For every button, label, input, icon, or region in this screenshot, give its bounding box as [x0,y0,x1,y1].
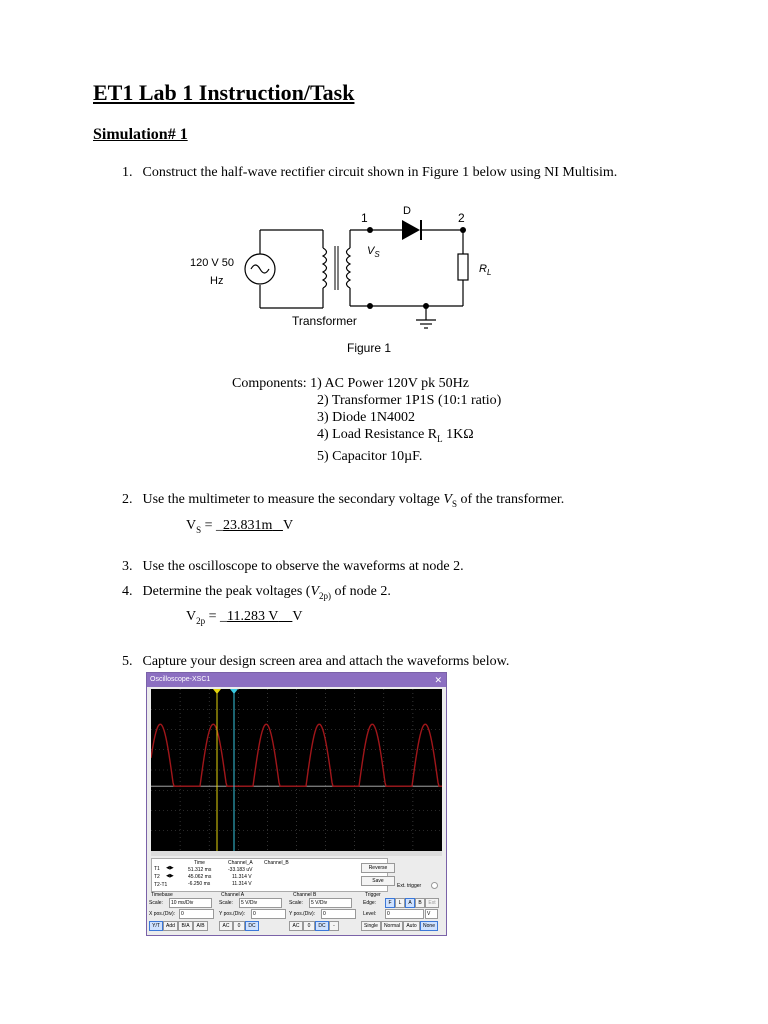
step-number: 2. [122,492,133,507]
trigger-a-button[interactable]: A [405,898,415,908]
xpos-label: X pos.(Div): [149,911,176,917]
channel-a-ypos-field[interactable]: 0 [251,909,286,919]
trigger-level-unit[interactable]: V [425,909,438,919]
table-cell: 51.312 ms [188,867,212,873]
step-var-sub: S [451,498,457,509]
page-title: ET1 Lab 1 Instruction/Task [93,80,355,105]
waveform-plot [151,689,442,851]
oscilloscope-window [146,672,447,936]
answer-var: V [186,609,197,624]
source-label-2: Hz [210,275,224,287]
step-4 [122,584,391,601]
channel-a-zero-button[interactable]: 0 [233,921,245,931]
scale-label: Scale: [149,900,163,906]
diode-label: D [403,205,411,217]
component-item: 3) Diode 1N4002 [317,410,415,425]
circuit-diagram [180,198,500,363]
table-cell: -33.183 uV [228,867,253,873]
timebase-scale-field[interactable]: 10 ms/Div [169,898,212,908]
step-var: V [310,584,319,599]
edge-rising-button[interactable]: F [385,898,395,908]
add-mode-button[interactable]: Add [163,921,178,931]
channel-b-header: Channel B [293,892,317,898]
channel-b-scale-field[interactable]: 5 V/Div [309,898,352,908]
step-1 [122,165,617,181]
table-cell: -6.250 ms [188,881,211,887]
channel-b-ac-button[interactable]: AC [289,921,303,931]
scale-label: Scale: [219,900,233,906]
trigger-b-button[interactable]: B [415,898,425,908]
table-cell: 45.062 ms [188,874,212,880]
step-var-sub: 2p) [319,590,331,601]
row-label: T1 [154,866,160,872]
channel-b-zero-button[interactable]: 0 [303,921,315,931]
diode-symbol [402,220,420,240]
step-2 [122,492,564,509]
v2p-value: 11.283 V [227,609,279,624]
answer-unit: V [282,518,294,533]
step-text: of node 2. [331,584,391,599]
channel-a-header: Channel A [221,892,245,898]
cursor-readout [151,858,388,892]
ypos-label: Y pos.(Div): [219,911,246,917]
channel-b-dc-button[interactable]: DC [315,921,329,931]
reverse-button[interactable]: Reverse [361,863,395,873]
ext-trigger-label: Ext. trigger [397,883,422,889]
v2p-answer [186,609,303,626]
step-text: Use the multimeter to measure the secondary voltage [142,492,444,507]
components-lead: Components: [232,376,307,391]
step-5 [122,654,509,670]
window-title: Oscilloscope-XSC1 [150,676,211,683]
auto-mode-button[interactable]: Auto [403,921,420,931]
col-header: Channel_A [228,860,253,866]
table-cell: 11.314 V [232,881,252,887]
col-header: Channel_B [264,860,289,866]
transformer-label: Transformer [292,314,357,328]
step-3 [122,559,464,575]
component-item: 5) Capacitor 10µF. [317,448,423,464]
cursor-arrows[interactable]: ◀▶ [166,865,174,871]
col-header: Time [194,860,205,866]
step-text: Capture your design screen area and attach the waveforms below. [142,654,510,669]
yt-mode-button[interactable]: Y/T [149,921,163,931]
ba-mode-button[interactable]: B/A [178,921,193,931]
vs-label: $V_S$ [367,245,380,259]
trigger-ext-button[interactable]: Ext [425,898,439,908]
cursor-arrows[interactable]: ◀▶ [166,873,174,879]
row-label: T2 [154,874,160,880]
components-list [232,375,501,465]
vs-answer [186,518,293,535]
normal-mode-button[interactable]: Normal [381,921,403,931]
cursor-t2-marker [230,689,238,694]
row-label: T2-T1 [154,882,168,888]
scale-label: Scale: [289,900,303,906]
step-number: 4. [122,584,133,599]
none-mode-button[interactable]: None [420,921,438,931]
source-label-1: 120 V 50 [190,257,235,269]
resistor-symbol [458,254,468,280]
node-2-label: 2 [458,211,465,225]
step-text: Use the oscilloscope to observe the waveforms at node 2. [142,559,464,574]
channel-a-scale-field[interactable]: 5 V/Div [239,898,282,908]
answer-sub: S [196,524,202,535]
answer-sub: 2p [196,615,206,626]
step-number: 5. [122,654,133,669]
answer-eq: = _ [201,518,224,533]
rl-value: 1KΩ [442,427,474,442]
edge-label: Edge: [363,900,377,906]
vs-value: 23.831m [223,518,273,533]
window-titlebar [147,673,446,687]
node-1-label: 1 [361,211,368,225]
rl-subscript: L [437,433,443,444]
xpos-field[interactable]: 0 [179,909,214,919]
component-item: 1) AC Power 120V pk 50Hz [310,376,469,391]
rl-label: $R_L$ [479,263,492,277]
step-number: 1. [122,165,133,180]
channel-a-ac-button[interactable]: AC [219,921,233,931]
channel-a-dc-button[interactable]: DC [245,921,259,931]
edge-falling-button[interactable]: L [395,898,405,908]
section-title: Simulation# 1 [93,126,188,143]
answer-unit: V [292,609,303,624]
step-var: V [443,492,452,507]
ab-mode-button[interactable]: A/B [193,921,208,931]
ypos-label: Y pos.(Div): [289,911,316,917]
horizontal-scrollbar[interactable] [151,851,442,856]
component-item: 2) Transformer 1P1S (10:1 ratio) [317,393,502,408]
trigger-header: Trigger [365,892,381,898]
cursor-t1-marker [213,689,221,694]
trigger-level-field[interactable]: 0 [385,909,424,919]
figure-caption: Figure 1 [347,341,392,355]
step-text: of the transformer. [456,492,565,507]
channel-b-ypos-field[interactable]: 0 [321,909,356,919]
channel-b-invert-button[interactable]: - [329,921,339,931]
level-label: Level: [363,911,377,917]
single-mode-button[interactable]: Single [361,921,381,931]
answer-var: V [186,518,197,533]
save-button[interactable]: Save [361,876,395,886]
step-text: Determine the peak voltages ( [142,584,311,599]
close-icon[interactable]: ✕ [434,675,442,685]
oscilloscope-screen [151,689,442,851]
table-cell: 11.314 V [232,874,252,880]
answer-eq: = _ [205,609,228,624]
timebase-header: Timebase [151,892,173,898]
ext-trigger-terminal[interactable] [431,882,438,889]
component-item: 4) Load Resistance R [317,427,438,442]
step-text: Construct the half-wave rectifier circuit shown in Figure 1 below using NI Multisim. [142,165,618,180]
step-number: 3. [122,559,133,574]
